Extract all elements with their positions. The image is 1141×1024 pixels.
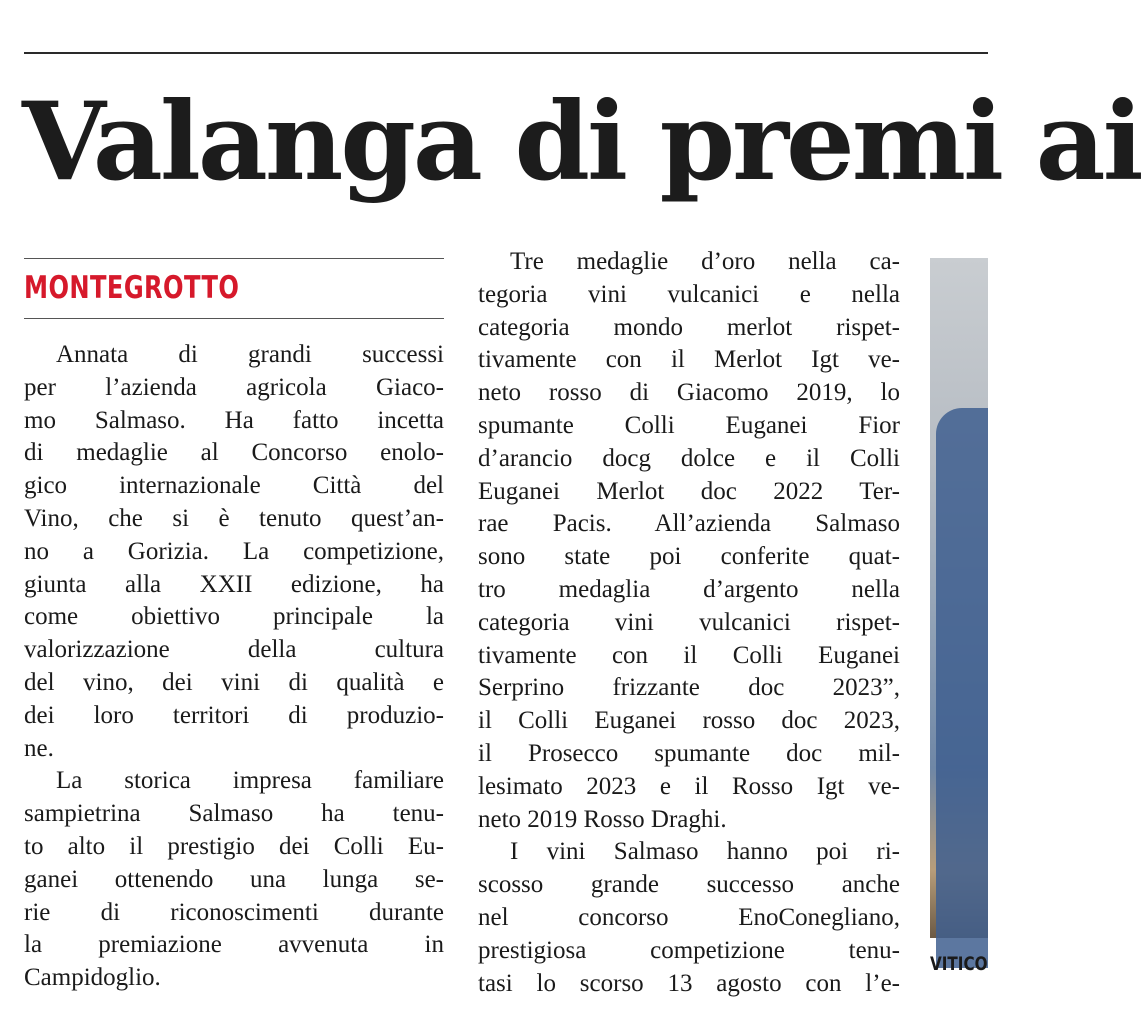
text-line: valorizzazione della cultura	[24, 636, 444, 664]
text-line: no a Gorizia. La competizione,	[24, 537, 444, 565]
text-line: del vino, dei vini di qualità e	[24, 668, 444, 696]
section-rule-top	[24, 258, 444, 259]
text-line: prestigiosa competizione tenu-	[478, 936, 900, 964]
text-line: I vini Salmaso hanno poi ri-	[510, 838, 900, 866]
text-line: Campidoglio.	[24, 964, 161, 992]
text-line: to alto il prestigio dei Colli Eu-	[24, 832, 444, 860]
text-line: come obiettivo principale la	[24, 603, 444, 631]
text-line: Annata di grandi successi	[56, 341, 444, 368]
photo-figure	[936, 408, 988, 968]
text-line: tivamente con il Colli Euganei	[478, 641, 900, 669]
text-line: neto rosso di Giacomo 2019, lo	[478, 379, 900, 407]
text-line: ganei ottenendo una lunga se-	[24, 865, 444, 893]
text-line: Serprino frizzante doc 2023”,	[478, 674, 900, 702]
article-photo	[930, 258, 988, 938]
text-line: tegoria vini vulcanici e nella	[478, 280, 900, 308]
text-line: scosso grande successo anche	[478, 871, 900, 899]
section-label: MONTEGROTTO	[24, 270, 240, 306]
text-line: il Prosecco spumante doc mil-	[478, 739, 900, 767]
text-line: rie di riconoscimenti durante	[24, 898, 444, 926]
text-line: per l’azienda agricola Giaco-	[24, 373, 444, 401]
text-line: mo Salmaso. Ha fatto incetta	[24, 406, 444, 434]
text-line: dei loro territori di produzio-	[24, 701, 444, 729]
text-line: gico internazionale Città del	[24, 472, 444, 500]
text-line: categoria vini vulcanici rispet-	[478, 608, 900, 636]
text-line: d’arancio docg dolce e il Colli	[478, 444, 900, 472]
text-line: nel concorso EnoConegliano,	[478, 903, 900, 931]
photo-caption: VITICO	[930, 953, 988, 975]
text-line: Vino, che si è tenuto quest’an-	[24, 504, 444, 532]
text-line: il Colli Euganei rosso doc 2023,	[478, 707, 900, 735]
text-line: Tre medaglie d’oro nella ca-	[510, 248, 900, 275]
text-line: ne.	[24, 734, 54, 762]
top-rule	[24, 52, 988, 54]
text-line: tivamente con il Merlot Igt ve-	[478, 346, 900, 374]
text-line: lesimato 2023 e il Rosso Igt ve-	[478, 772, 900, 800]
text-line: Euganei Merlot doc 2022 Ter-	[478, 477, 900, 505]
article-column-2	[478, 246, 900, 1000]
text-line: la premiazione avvenuta in	[24, 931, 444, 959]
text-line: spumante Colli Euganei Fior	[478, 411, 900, 439]
text-line: di medaglie al Concorso enolo-	[24, 439, 444, 467]
text-line: tro medaglia d’argento nella	[478, 575, 900, 603]
headline: Valanga di premi ai	[22, 79, 1141, 205]
section-rule-bottom	[24, 318, 444, 319]
text-line: neto 2019 Rosso Draghi.	[478, 805, 727, 833]
article-column-1	[24, 339, 444, 995]
text-line: categoria mondo merlot rispet-	[478, 313, 900, 341]
text-line: La storica impresa familiare	[56, 767, 444, 795]
text-line: giunta alla XXII edizione, ha	[24, 570, 444, 598]
text-line: sampietrina Salmaso ha tenu-	[24, 800, 444, 828]
text-line: tasi lo scorso 13 agosto con l’e-	[478, 969, 900, 997]
text-line: rae Pacis. All’azienda Salmaso	[478, 510, 900, 538]
text-line: sono state poi conferite quat-	[478, 543, 900, 571]
